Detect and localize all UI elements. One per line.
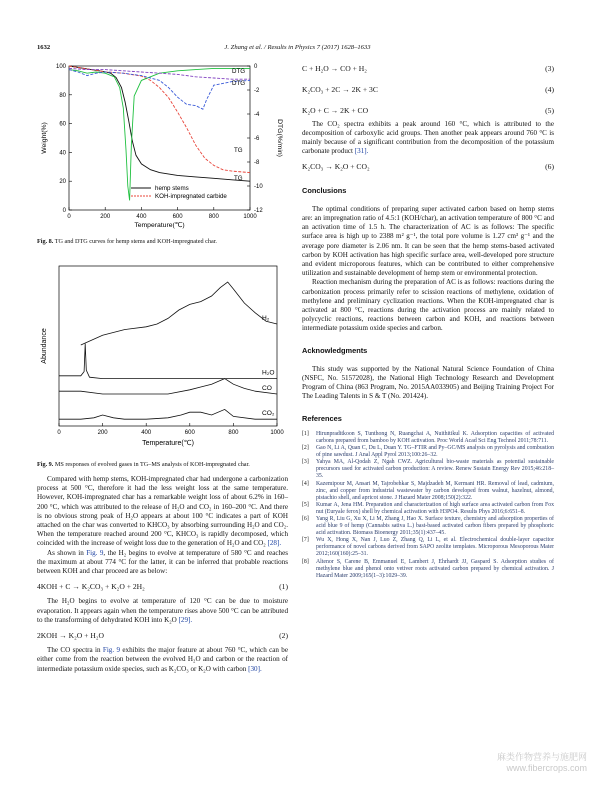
ref-link[interactable]: [29]. — [178, 615, 193, 624]
text: The CO₂ spectra exhibits a peak around 160 °C, which is attributed to the decomposition of carboxylic acid groups. Then another peak appears around 760 °C is mainly because of a significant contribution from the decomposition of the potassium carbonate product — [302, 119, 554, 156]
reference-number: [5] — [302, 501, 309, 508]
equation-6 — [302, 162, 554, 171]
x-tick-label: 400 — [136, 214, 147, 220]
equation-number: (1) — [279, 582, 288, 592]
series-line — [59, 344, 277, 379]
x-tick-label: 200 — [97, 430, 108, 436]
y-axis-label: Abundance — [41, 328, 48, 364]
watermark — [497, 752, 587, 774]
fig9-caption — [37, 461, 289, 469]
fig8-caption — [37, 238, 289, 246]
y-tick-label: 80 — [59, 92, 66, 99]
reference-text: Kumar A, Jena HM. Preparation and characterization of high surface area activated carbon from Fox nut (Euryale ferox) shell by chemical activation with H3PO4. Results Phys 2016;6:651–8. — [316, 501, 554, 515]
x-tick-label: 400 — [141, 430, 152, 436]
paragraph: This study was supported by the National Natural Science Foundation of China (NSFC, No. 51572028), the National High Technology Research and Development Program of China (863 Program, No. 2015AA033905) and Beijing Training Project For The Leading Talents in S & T (No. 201424). — [302, 364, 554, 401]
reference-text: Yang R, Liu G, Xu X, Li M, Zhang J, Hao X. Surface texture, chemistry and adsorption properties of acid blue 9 of hemp (Cannabis sativa L.) bast-based activated carbon fibers prepared by phosphoric acid activation. Biomass Bioenergy 2011;35(1):437–45. — [316, 516, 554, 537]
paragraph: Reaction mechanism during the preparation of AC is as follows: reactions during the carbonization process primarily refer to scission reactions of methylene, oxidation of methylene and preliminary cyclization reactions. When the KOH-impregnated char is activated at 800 °C, reactions during the activation process are mainly related to polycyclic reactions, reactions between carbon and KOH, and reactions between intermediate potassium oxide species and carbon. — [302, 278, 554, 333]
series-label: CO₂ — [262, 410, 275, 418]
x-tick-label: 800 — [228, 430, 239, 436]
paragraph — [37, 549, 288, 577]
paragraph: The optimal conditions of preparing super activated carbon based on hemp stems are: an impregnation ratio of 4.5:1 (KOH/char), an activation temperature of 800 °C and an activation time of 1.5 h. The characterization of AC is as follows: The specific surface area is high up to 2388 m² g⁻¹, the total pore volume is 1.27 cm³ g⁻¹ and the average pore diameter is 2.06 nm. It can be seen that the hemp stems-based activated carbon by KOH activation has high specific surface area, well-developed pore structure and evident microporous features, which can be contributed to either comprehensive utilization and sustainable development of hemp stem or environmental protection. — [302, 204, 554, 278]
x-axis-label: Temperature(℃) — [142, 440, 194, 447]
reference-item[interactable] — [302, 431, 554, 445]
reference-number: [1] — [302, 430, 309, 437]
reference-text: Wu X, Hong X, Nan J, Luo Z, Zhang Q, Li L, et al. Electrochemical double-layer capacitor performance of novel carbons derived from SAPO zeolite templates. Microporous Mesoporous Mater 2012;160(160):25–31. — [316, 537, 554, 558]
paragraph — [37, 597, 288, 625]
equation-number: (2) — [279, 631, 288, 641]
reference-item[interactable] — [302, 459, 554, 480]
equation-2 — [37, 631, 288, 640]
reference-list — [302, 431, 554, 580]
paragraph — [37, 646, 288, 674]
conclusions-heading: Conclusions — [302, 185, 347, 195]
watermark-line-2: www.fibercrops.com — [506, 763, 587, 773]
left-column — [37, 475, 288, 674]
legend-entry: KOH-impregnated carbide — [155, 193, 227, 200]
y2-tick-label: -8 — [254, 160, 260, 166]
y-tick-label: 60 — [59, 121, 66, 128]
text: , the H₂ begins to evolve at temperature of 580 °C and reaches the maximum at about 774 °C for the latter, it can be inferred that probable reactions between KOH and char proceed are as below: — [37, 548, 288, 576]
x-tick-label: 1000 — [270, 430, 284, 436]
reference-item[interactable] — [302, 559, 554, 580]
fig-link[interactable]: Fig. 9 — [86, 548, 104, 557]
series-label: H₂ — [262, 315, 270, 322]
legend-entry: hemp stems — [155, 185, 189, 192]
fig8-caption-label: Fig. 8. — [37, 238, 54, 245]
x-tick-label: 1000 — [243, 214, 257, 220]
reference-number: [3] — [302, 459, 309, 466]
equation-text: 2KOH → K₂O + H₂O — [37, 631, 104, 641]
series-line — [69, 68, 250, 79]
right-column — [302, 64, 554, 580]
reference-number: [7] — [302, 537, 309, 544]
equation-3 — [302, 64, 554, 73]
equation-number: (6) — [545, 162, 554, 172]
equation-text: K₂CO₃ → K₂O + CO₂ — [302, 162, 370, 172]
page-header — [37, 44, 558, 56]
paragraph — [302, 120, 554, 157]
y-tick-label: 40 — [59, 150, 66, 157]
y-tick-label: 0 — [62, 208, 66, 214]
running-head: J. Zhang et al. / Results in Physics 7 (2017) 1628–1633 — [224, 44, 371, 51]
y2-axis-label: DTG(%/min) — [276, 119, 283, 157]
reference-item[interactable] — [302, 481, 554, 502]
y-tick-label: 20 — [59, 179, 66, 186]
equation-5 — [302, 106, 554, 115]
x-tick-label: 600 — [172, 214, 183, 220]
reference-number: [4] — [302, 480, 309, 487]
reference-item[interactable] — [302, 537, 554, 558]
reference-text: Kazemipour M, Ansari M, Tajrobehkar S, Majdzadeh M, Kermani HR. Removal of lead, cadmium, zinc, and copper from industrial wastewater by carbon developed from walnut, hazelnut, almond, pistachio shell, and apricot stone. J Hazard Mater 2008;150(2):322. — [316, 480, 554, 501]
fig8-chart — [37, 60, 287, 230]
x-tick-label: 800 — [208, 214, 219, 220]
x-tick-label: 200 — [100, 214, 111, 220]
text: The CO spectra in — [47, 646, 103, 655]
reference-text: Hirunpraditkoon S, Tunthong N, Ruangchai A, Nuithitikul K. Adsorption capacities of activated carbons prepared from bamboo by KOH activation. Proc World Acad Sci Eng Technol 2011;78:711. — [316, 430, 554, 444]
page-number: 1632 — [37, 44, 51, 51]
fig8-caption-text: TG and DTG curves for hemp stems and KOH-impregnated char. — [54, 238, 217, 245]
x-axis-label: Temperature(℃) — [134, 222, 185, 229]
equation-number: (5) — [545, 106, 554, 116]
text: The H₂O begins to evolve at temperature of 120 °C can be due to moisture evaporation. It appears again when the temperature rises above 500 °C can be attributed to the transforming of dehydrated KOH into K₂O — [37, 597, 288, 624]
acknowledgments-heading: Acknowledgments — [302, 345, 368, 355]
series-line — [59, 379, 277, 394]
text: exhibits the major feature at about 760 °C, which can be either come from the reaction between the evolved H₂O and carbon or the reaction of intermediate potassium oxide species, such as K₂CO₃ or K₂O with carbon — [37, 646, 288, 673]
reference-text: Gao N, Li A, Quan C, Du L, Duan Y. TG–FTIR and Py–GC/MS analysis on pyrolysis and combustion of pine sawdust. J Anal Appl Pyrol 2013;100:26–32. — [316, 445, 554, 459]
equation-4 — [302, 85, 554, 94]
y2-tick-label: -12 — [254, 208, 263, 214]
equation-number: (4) — [545, 85, 554, 95]
reference-item[interactable] — [302, 516, 554, 537]
curve-label: TG — [234, 175, 243, 182]
series-label: H₂O — [262, 369, 275, 377]
x-tick-label: 0 — [67, 214, 71, 220]
curve-label: DTG — [232, 68, 246, 75]
series-line — [59, 409, 277, 419]
reference-text: Altenor S, Carene B, Emmanuel E, Lambert J, Ehrhardt JJ, Gaspard S. Adsorption studies of methylene blue and phenol onto vetiver roots activated carbon prepared by chemical activation. J Hazard Mater 2009;165(1–3):1029–39. — [316, 558, 554, 579]
y-axis-label: Weight(%) — [41, 122, 48, 154]
x-tick-label: 600 — [184, 430, 195, 436]
watermark-line-1: 麻类作物营养与施肥网 — [496, 752, 587, 762]
y2-tick-label: -4 — [254, 112, 260, 118]
curve-label: DTG — [232, 80, 246, 87]
y2-tick-label: -6 — [254, 136, 260, 142]
y2-tick-label: -10 — [254, 184, 263, 190]
reference-item[interactable] — [302, 502, 554, 516]
equation-text: K₂CO₃ + 2C → 2K + 3C — [302, 85, 378, 95]
y2-tick-label: 0 — [254, 64, 258, 70]
equation-text: K₂O + C → 2K + CO — [302, 106, 369, 116]
ref-link[interactable]: [31]. — [354, 147, 369, 156]
equation-1 — [37, 582, 288, 591]
paragraph — [37, 475, 288, 549]
y-tick-label: 100 — [55, 64, 66, 70]
ref-link[interactable]: [28]. — [267, 539, 282, 548]
fig-link[interactable]: Fig. 9 — [102, 646, 121, 655]
series-line — [69, 66, 250, 173]
text: Compared with hemp stems, KOH-impregnated char had undergone a carbonization process at 500 °C, therefore it had the less weight loss at the same temperature. However, KOH-impregnated char has a remarkable weight loss of about 6.2% in 160–200 °C, which was attributed to the release of H₂O and CO₂ in 160–200 °C. And there is no obvious strong peak of H₂O appears at about 100 °C indicates a part of KOH attached on the char was converted to KHCO₃ by absorbing surrounding H₂O and CO₂. When the temperature reached around 200 °C, KHCO₃ is rapidly decomposed, which coincided with the increase of weight loss due to the generation of H₂O and CO₂ — [37, 475, 288, 548]
equation-text: C + H₂O → CO + H₂ — [302, 64, 367, 73]
curve-label: TG — [234, 147, 243, 154]
reference-number: [8] — [302, 558, 309, 565]
equation-number: (3) — [545, 64, 554, 73]
reference-text: Yahya MA, Al-Qodah Z, Ngah CWZ. Agricultural bio-waste materials as potential sustainable precursors used for activated carbon production: A review. Renew Sustain Energy Rev 2015;46:218–35. — [316, 459, 554, 480]
text: As shown in — [47, 548, 87, 557]
x-tick-label: 0 — [57, 430, 61, 436]
series-line — [69, 70, 250, 110]
series-label: CO — [262, 385, 272, 392]
series-line — [81, 282, 277, 345]
plot-frame — [59, 266, 277, 426]
ref-link[interactable]: [30]. — [248, 664, 262, 673]
fig9-chart — [37, 262, 289, 454]
y2-tick-label: -2 — [254, 88, 260, 94]
fig9-caption-text: MS responses of evolved gases in TG–MS analysis of KOH-impregnated char. — [54, 461, 250, 468]
fig9-caption-label: Fig. 9. — [37, 461, 54, 468]
reference-number: [2] — [302, 445, 309, 452]
reference-number: [6] — [302, 516, 309, 523]
references-heading: References — [302, 413, 342, 423]
reference-item[interactable] — [302, 445, 554, 459]
equation-text: 4KOH + C → K₂CO₃ + K₂O + 2H₂ — [37, 582, 145, 592]
